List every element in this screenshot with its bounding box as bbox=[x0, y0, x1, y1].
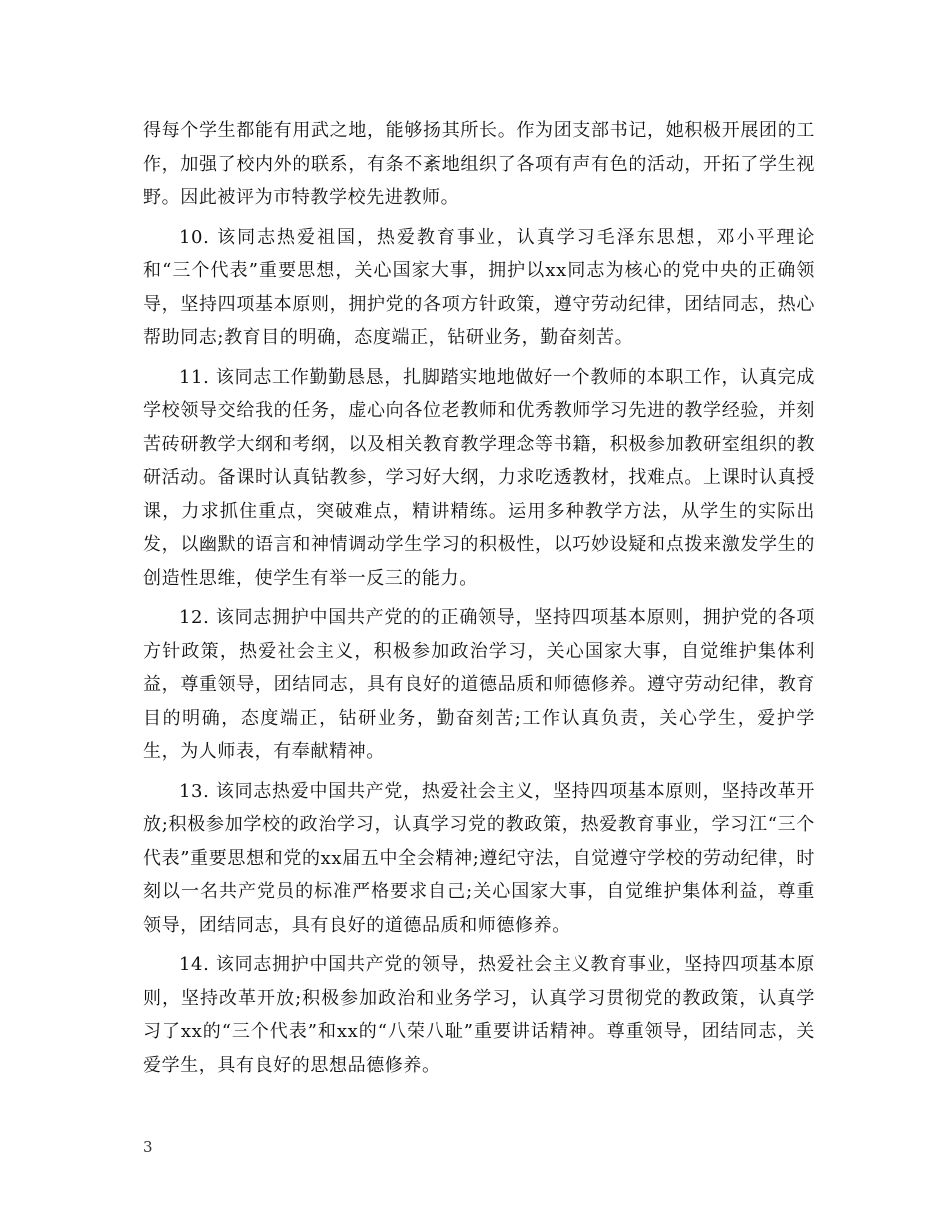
paragraph-item-14: 14. 该同志拥护中国共产党的领导，热爱社会主义教育事业，坚持四项基本原则，坚持改革开放;积极参加政治和业务学习，认真学习贯彻党的教政策，认真学习了xx的“三个代表”和xx的“八荣八耻”重要讲话精神。尊重领导，团结同志，关爱学生，具有良好的思想品德修养。 bbox=[143, 954, 815, 1076]
paragraph-continuation: 得每个学生都能有用武之地，能够扬其所长。作为团支部书记，她积极开展团的工作，加强了校内外的联系，有条不紊地组织了各项有声有色的活动，开拓了学生视野。因此被评为市特教学校先进教师。 bbox=[143, 120, 815, 208]
paragraph-item-12: 12. 该同志拥护中国共产党的的正确领导，坚持四项基本原则，拥护党的各项方针政策，热爱社会主义，积极参加政治学习，关心国家大事，自觉维护集体利益，尊重领导，团结同志，具有良好的道德品质和师德修养。遵守劳动纪律，教育目的明确，态度端正，钻研业务，勤奋刻苦;工作认真负责，关心学生，爱护学生，为人师表，有奉献精神。 bbox=[143, 607, 815, 762]
paragraph-item-13: 13. 该同志热爱中国共产党，热爱社会主义，坚持四项基本原则，坚持改革开放;积极参加学校的政治学习，认真学习党的教政策，热爱教育事业，学习江“三个代表”重要思想和党的xx届五中全会精神;遵纪守法，自觉遵守学校的劳动纪律，时刻以一名共产党员的标准严格要求自己;关心国家大事，自觉维护集体利益，尊重领导，团结同志，具有良好的道德品质和师德修养。 bbox=[143, 780, 815, 936]
paragraph-item-10: 10. 该同志热爱祖国，热爱教育事业，认真学习毛泽东思想，邓小平理论和“三个代表”重要思想，关心国家大事，拥护以xx同志为核心的党中央的正确领导，坚持四项基本原则，拥护党的各项方针政策，遵守劳动纪律，团结同志，热心帮助同志;教育目的明确，态度端正，钻研业务，勤奋刻苦。 bbox=[143, 226, 815, 348]
paragraph-item-11: 11. 该同志工作勤勤恳恳，扎脚踏实地地做好一个教师的本职工作，认真完成学校领导交给我的任务，虚心向各位老教师和优秀教师学习先进的教学经验，并刻苦砖研教学大纲和考纲，以及相关教育教学理念等书籍，积极参加教研室组织的教研活动。备课时认真钻教参，学习好大纲，力求吃透教材，找难点。上课时认真授课，力求抓住重点，突破难点，精讲精练。运用多种教学方法，从学生的实际出发，以幽默的语言和神情调动学生学习的积极性，以巧妙设疑和点拨来激发学生的创造性思维，使学生有举一反三的能力。 bbox=[143, 366, 815, 589]
page-number: 3 bbox=[143, 1138, 153, 1156]
document-body bbox=[143, 114, 815, 1082]
